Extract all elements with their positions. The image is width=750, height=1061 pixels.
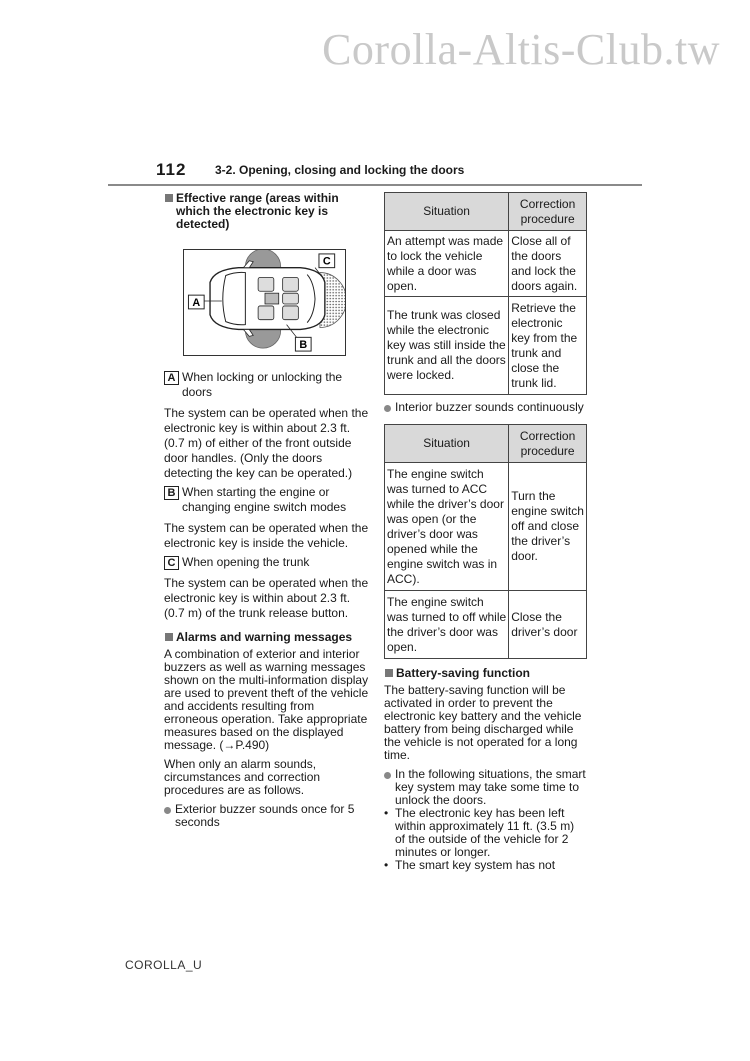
left-column bbox=[164, 192, 369, 829]
letter-box-a: A bbox=[164, 371, 179, 385]
bullet-dot-icon bbox=[384, 405, 391, 412]
bullet-dot-icon bbox=[164, 807, 171, 814]
square-bullet-icon bbox=[385, 669, 393, 677]
table-cell: Retrieve the electronic key from the trunk and close the trunk lid. bbox=[509, 297, 587, 395]
table-cell: Turn the engine switch off and close the driver’s door. bbox=[509, 463, 587, 591]
heading-alarms: Alarms and warning messages bbox=[164, 631, 369, 644]
table-cell: Close the driver’s door bbox=[509, 591, 587, 659]
right-column bbox=[384, 192, 587, 872]
table-exterior-buzzer bbox=[384, 192, 587, 395]
square-bullet-icon bbox=[165, 194, 173, 202]
letter-box-b: B bbox=[164, 486, 179, 500]
square-bullet-icon bbox=[165, 633, 173, 641]
bullet-interior-buzzer: Interior buzzer sounds continuously bbox=[384, 401, 587, 414]
page-number: 112 bbox=[156, 160, 187, 179]
table-row bbox=[385, 297, 587, 395]
footer-code: COROLLA_U bbox=[125, 958, 203, 972]
paragraph-battery: The battery-saving function will be activated in order to prevent the electronic key battery and the vehicle battery from being discharged while the vehicle is not operated for a long time. bbox=[384, 683, 582, 762]
watermark: Corolla-Altis-Club.tw bbox=[322, 25, 720, 74]
paragraph-a: The system can be operated when the electronic key is within about 2.3 ft. (0.7 m) of either of the front outside door handles. (Only the doors detecting the key can be operated.) bbox=[164, 406, 369, 480]
table-header-row bbox=[385, 193, 587, 231]
diagram-label-b: B bbox=[299, 339, 308, 352]
table-header-situation: Situation bbox=[385, 425, 509, 463]
table-cell: Close all of the doors and lock the doors again. bbox=[509, 231, 587, 297]
table-header-situation: Situation bbox=[385, 193, 509, 231]
table-cell: The engine switch was turned to ACC while the driver’s door was open (or the driver’s door was opened while the engine switch was in ACC). bbox=[385, 463, 509, 591]
table-interior-buzzer bbox=[384, 424, 587, 659]
table-header-correction: Correction procedure bbox=[509, 193, 587, 231]
bullet-dot-icon bbox=[384, 772, 391, 779]
page-header bbox=[108, 160, 642, 186]
heading-battery-saving: Battery-saving function bbox=[384, 667, 587, 680]
table-header-row bbox=[385, 425, 587, 463]
table-cell: The engine switch was turned to off while the driver’s door was open. bbox=[385, 591, 509, 659]
table-header-correction: Correction procedure bbox=[509, 425, 587, 463]
table-cell: The trunk was closed while the electronic key was still inside the trunk and all the doors were locked. bbox=[385, 297, 509, 395]
letter-box-c: C bbox=[164, 556, 179, 570]
paragraph-alarm-sounds: When only an alarm sounds, circumstances and correction procedures are as follows. bbox=[164, 757, 321, 797]
paragraph-alarms: A combination of exterior and interior buzzers as well as warning messages shown on the multi-information display are used to prevent theft of the vehicle and accidents resulting from erroneous operation. Take appropriate measures based on the displayed message. (→P.490) bbox=[164, 647, 369, 752]
bullet-situations: In the following situations, the smart key system may take some time to unlock the doors. bbox=[384, 768, 587, 807]
sub-bullet-key-left: • The electronic key has been left within approximately 11 ft. (3.5 m) of the outside of the vehicle for 2 minutes or longer. bbox=[384, 806, 575, 859]
sub-bullet-not-used: • The smart key system has not bbox=[384, 858, 556, 872]
label-c-row: C When opening the trunk bbox=[164, 555, 369, 570]
effective-range-diagram bbox=[183, 249, 346, 356]
label-b-row: B When starting the engine or changing engine switch modes bbox=[164, 485, 369, 515]
label-a-row: A When locking or unlocking the doors bbox=[164, 370, 369, 400]
table-row bbox=[385, 591, 587, 659]
table-row bbox=[385, 463, 587, 591]
bullet-exterior-buzzer: Exterior buzzer sounds once for 5 seconds bbox=[164, 803, 369, 829]
heading-effective-range: Effective range (areas within which the electronic key is detected) bbox=[164, 192, 369, 231]
diagram-label-c: C bbox=[322, 255, 331, 268]
paragraph-c: The system can be operated when the electronic key is within about 2.3 ft. (0.7 m) of the trunk release button. bbox=[164, 576, 369, 620]
diagram-label-a: A bbox=[192, 296, 201, 309]
table-row bbox=[385, 231, 587, 297]
paragraph-b: The system can be operated when the electronic key is inside the vehicle. bbox=[164, 521, 369, 550]
section-title: 3-2. Opening, closing and locking the doors bbox=[215, 163, 465, 177]
table-cell: An attempt was made to lock the vehicle while a door was open. bbox=[385, 231, 509, 297]
